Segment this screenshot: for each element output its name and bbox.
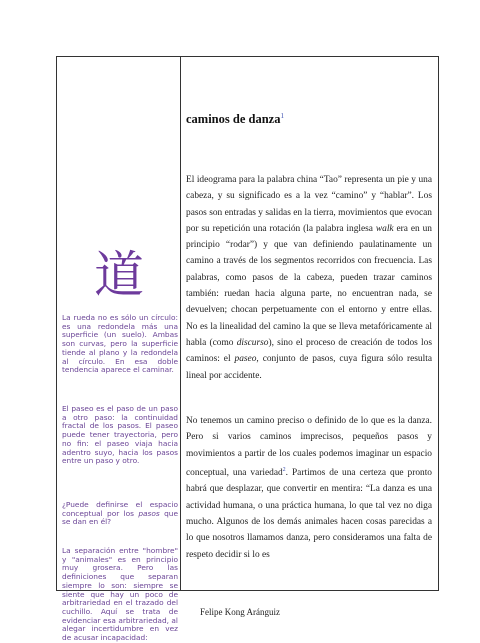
tao-ideogram: 道: [94, 246, 144, 304]
article-title: [186, 112, 284, 127]
sidebar-note-separacion: La separación entre "hombre" y "animales" es en principio muy grosera. Pero las definiciones que separan siempre lo son: siempre se siente que hay un poco de arbitrariedad en el trazado del cuchillo. Aquí se trata de evidenciar esa arbitrariedad, al alegar incertidumbre en vez de acusar incapacidad:: [62, 546, 178, 643]
sidebar-note-paseo: El paseo es el paso de un paso a otro paso: la continuidad fractal de los pasos. El paseo puede tener trayectoria, pero no fin: el paseo viaja hacia adentro suyo, hacia los pasos entre un paso y otro.: [62, 404, 178, 466]
title-text: caminos de danza: [186, 112, 281, 127]
p1-text-d: , conjunto de pasos, cuya figura sólo resulta lineal por accidente.: [186, 354, 432, 381]
p1-text-c: ), sino el proceso de creación de todos los caminos: el: [186, 337, 432, 365]
column-divider: [180, 56, 181, 591]
note3-text-b: que se dan en él?: [62, 508, 178, 527]
paragraph-1: [186, 172, 432, 384]
p1-discurso: discurso: [236, 337, 269, 348]
p2-text-a: No tenemos un camino preciso o definido de lo que es la danza. Pero si varios caminos imprecisos, pequeños pasos y movimientos a partir de los cuales podemos imaginar un espacio conceptual, una variedad: [186, 416, 432, 479]
p2-text-b: . Partimos de una certeza que pronto habrá que desplazar, que convertir en mentira: “La danza es una actividad humana, o una práctica humana, lo que tal vez no diga mucho. Algunos de los demás animales hacen cosas parecidas a lo que nosotros llamamos danza, pero consideramos una falta de respeto decidir si lo es: [186, 468, 432, 560]
note3-emphasis: pasos: [138, 508, 160, 518]
p1-paseo: paseo: [234, 354, 257, 365]
paragraph-2: [186, 413, 432, 563]
sidebar-note-espacio: [62, 501, 178, 527]
p2-footnote-ref[interactable]: 2: [282, 466, 286, 473]
title-footnote-ref[interactable]: 1: [280, 112, 284, 120]
main-column: [186, 56, 434, 591]
p1-text-b: era en un principio “rodar”) y que van definiendo paulatinamente un camino a través de los segmentos recorridos con frecuencia. Las palabras, como pasos de la cabeza, pueden trazar caminos también: ruedan hacia alguna parte, no encuentran nada, se devuelven; chocan perpetuamente con el entorno y entre ellas. No es la linealidad del camino la que se lleva metafóricamente al habla (como: [186, 223, 432, 348]
sidebar-note-rueda: La rueda no es sólo un círculo: es una redondela más una superficie (un suelo). Ambas son curvas, pero la superficie tiende al plano y la redondela al círculo. En esa doble tendencia aparece el caminar.: [62, 313, 178, 375]
note3-text-a: ¿Puede definirse el espacio conceptual por los: [62, 500, 178, 518]
page-footer-author: Felipe Kong Aránguiz: [200, 607, 280, 617]
sidebar-column: [60, 56, 178, 643]
p1-text-a: El ideograma para la palabra china “Tao” representa un pie y una cabeza, y su significado es a la vez “camino” y “hablar”. Los pasos son entradas y salidas en la tierra, movimientos que evocan por su repetición una rotación (la palabra inglesa: [186, 175, 432, 234]
p1-walk: walk: [375, 223, 394, 234]
